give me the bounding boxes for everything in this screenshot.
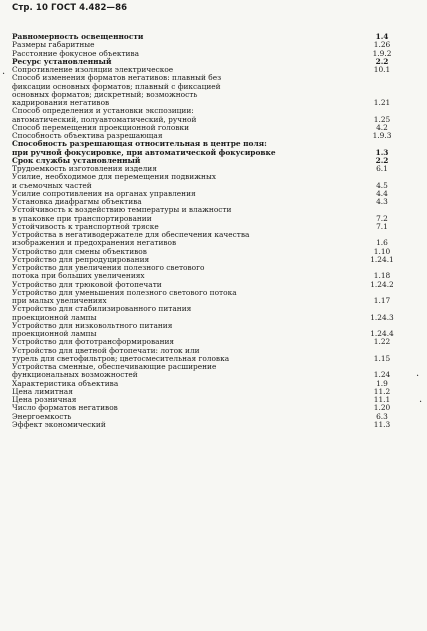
index-row (12, 404, 412, 412)
index-row (12, 421, 412, 429)
index-term: Устройство для трюковой фотопечати (12, 279, 162, 289)
index-term: Способность разрешающая относительная в центре поля: (12, 139, 267, 149)
index-term: Способ определения и установки экспозиции: (12, 106, 194, 116)
index-term: функциональных возможностей (12, 370, 138, 380)
index-code: 4.5 (376, 180, 388, 190)
index-term: Сопротивление изоляции электрическое (12, 65, 174, 74)
index-code: 4.2 (376, 122, 388, 132)
margin-mark: · (416, 371, 420, 382)
index-term: Расстояние фокусное объектива (12, 48, 140, 58)
index-code: 1.20 (373, 403, 391, 413)
index-code: 1.9.3 (372, 131, 392, 140)
index-term: фиксации основных форматов; плавный с фиксацией (12, 81, 221, 91)
index-term: Устройство для фототрансформирования (12, 337, 175, 347)
index-term: Цена розничная (12, 395, 77, 404)
index-term: проекционной лампы (12, 312, 97, 322)
index-code: 1.6 (376, 238, 388, 248)
index-code: 11.1 (373, 395, 391, 404)
index-term: Усилие, необходимое для перемещения подвижных (12, 172, 216, 182)
index-code: 2.2 (375, 56, 389, 66)
index-term: Равномерность освещенности (12, 32, 144, 41)
margin-mark: · (2, 69, 6, 80)
index-code: 2.2 (375, 155, 389, 165)
index-code: 1.15 (373, 353, 391, 363)
index-code: 1.10 (373, 246, 391, 256)
index-term: Характеристика объектива (12, 378, 119, 388)
index-term: при малых увеличениях (12, 296, 107, 305)
index-code: 1.24.3 (370, 312, 394, 322)
index-code: 1.4 (375, 32, 389, 41)
index-code: 11.2 (373, 386, 391, 396)
index-term: Устойчивость к транспортной тряске (12, 221, 159, 231)
index-term: основных форматов; дискретный; возможность (12, 89, 198, 99)
index-term: и съемочных частей (12, 180, 92, 190)
index-term: Установка диафрагмы объектива (12, 197, 142, 206)
index-code: 11.3 (373, 419, 391, 429)
index-term: Способ изменения форматов негативов: плавный без (12, 73, 222, 83)
index-term: Устройство для уменьшения полезного светового потока (12, 287, 237, 297)
index-code: 6.3 (376, 411, 388, 421)
index-term: автоматический, полуавтоматический, ручной (12, 114, 197, 124)
index-term: кадрирования негативов (12, 98, 110, 107)
index-term: Цена лимитная (12, 386, 73, 396)
index-code: 1.24.2 (370, 279, 394, 289)
index-code: 7.1 (376, 221, 388, 231)
index-term: Ресурс установленный (12, 56, 112, 66)
index-term: Устройство для цветной фотопечати: лоток или (12, 345, 200, 355)
index-term: Трудоемкость изготовления изделия (12, 164, 157, 173)
index-term: Способность объектива разрешающая (12, 131, 163, 140)
index-list (12, 33, 412, 429)
index-code: 1.24.4 (370, 329, 394, 338)
index-code: 1.25 (373, 114, 391, 124)
index-code: 4.3 (376, 197, 388, 206)
index-term: при ручной фокусировке, при автоматической фокусировке (12, 147, 276, 157)
index-term: в упаковке при транспортировании (12, 213, 152, 223)
index-term: Размеры габаритные (12, 40, 95, 50)
index-term: Способ перемещения проекционной головки (12, 122, 190, 132)
index-term: Устройства сменные, обеспечивающие расширение (12, 362, 217, 371)
index-term: Энергоемкость (12, 411, 72, 421)
index-code: 1.18 (373, 271, 391, 281)
index-term: Число форматов негативов (12, 403, 118, 413)
index-code: 4.4 (376, 188, 388, 198)
index-code: 6.1 (376, 164, 388, 173)
index-term: Устройство для репродуцирования (12, 254, 150, 264)
page-header: Стр. 10 ГОСТ 4.482—86 (12, 3, 128, 13)
index-term: Устойчивость к воздействию температуры и влажности (12, 205, 232, 215)
index-code: 1.24 (373, 370, 391, 380)
index-term: Устройство для смены объективов (12, 246, 147, 256)
index-term: Усилие сопротивления на органах управления (12, 188, 196, 198)
index-term: Срок службы установленный (12, 155, 141, 165)
index-code: 1.17 (373, 296, 391, 305)
index-code: 1.9.2 (372, 48, 392, 58)
index-term: потока при больших увеличениях (12, 271, 145, 281)
index-term: Устройство для низковольтного питания (12, 320, 173, 330)
index-code: 1.26 (373, 40, 391, 50)
index-term: Устройство для стабилизированного питания (12, 304, 192, 314)
index-code: 1.3 (375, 147, 389, 157)
index-code: 1.22 (373, 337, 391, 347)
index-code: 10.1 (373, 65, 391, 74)
margin-mark: · (419, 397, 423, 408)
index-term: Устройства в негативодержателе для обеспечения качества (12, 230, 250, 239)
index-term: Устройство для увеличения полезного светового (12, 263, 205, 272)
index-term: Эффект экономический (12, 419, 106, 429)
index-term: турель для светофильтров; цветосмесительная головка (12, 353, 230, 363)
index-code: 1.24.1 (370, 254, 394, 264)
index-code: 7.2 (376, 213, 388, 223)
index-term: изображения и предохранения негативов (12, 238, 177, 248)
index-term: проекционной лампы (12, 329, 97, 338)
index-code: 1.9 (376, 378, 388, 388)
index-code: 1.21 (373, 98, 391, 107)
